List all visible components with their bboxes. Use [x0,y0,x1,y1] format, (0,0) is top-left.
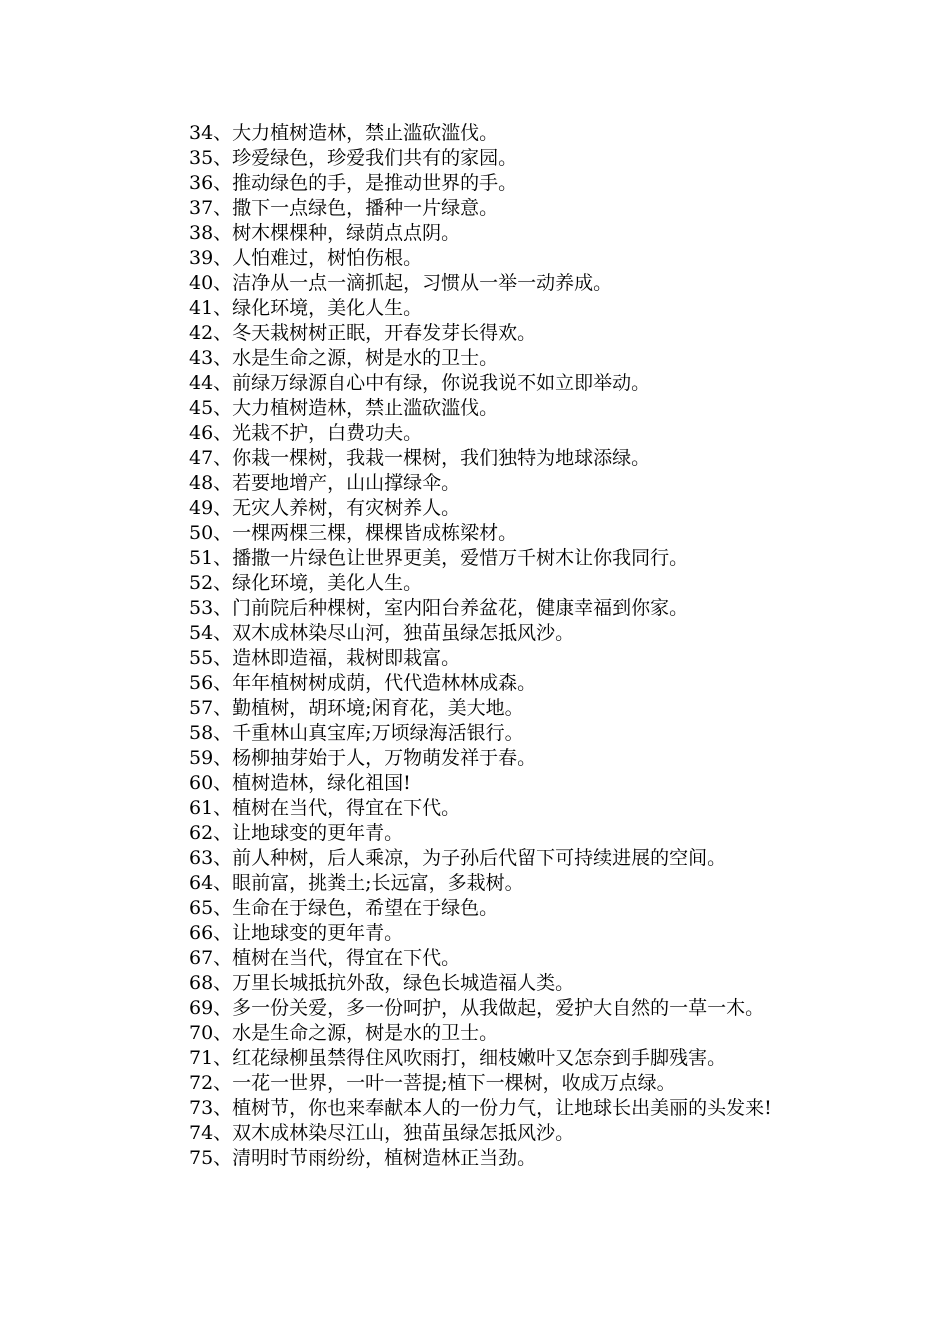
list-item: 49、无灾人养树，有灾树养人。 [189,497,461,519]
list-item: 35、珍爱绿色，珍爱我们共有的家园。 [189,147,518,169]
list-item: 63、前人种树，后人乘凉，为子孙后代留下可持续进展的空间。 [189,847,727,869]
list-item: 52、绿化环境，美化人生。 [189,572,423,594]
list-item: 72、一花一世界，一叶一菩提;植下一棵树，收成万点绿。 [189,1072,676,1094]
slogan-list [145,121,815,1171]
list-item: 69、多一份关爱，多一份呵护，从我做起，爱护大自然的一草一木。 [189,997,765,1019]
list-item: 45、大力植树造林，禁止滥砍滥伐。 [189,397,499,419]
list-item: 73、植树节，你也来奉献本人的一份力气，让地球长出美丽的头发来! [189,1097,772,1119]
list-item: 54、双木成林染尽山河，独苗虽绿怎抵风沙。 [189,622,575,644]
list-item: 39、人怕难过，树怕伤根。 [189,247,423,269]
list-item: 51、播撒一片绿色让世界更美，爱惜万千树木让你我同行。 [189,547,689,569]
list-item: 67、植树在当代，得宜在下代。 [189,947,461,969]
list-item: 44、前绿万绿源自心中有绿，你说我说不如立即举动。 [189,372,651,394]
list-item: 65、生命在于绿色，希望在于绿色。 [189,897,499,919]
list-item: 38、树木棵棵种，绿荫点点阴。 [189,222,461,244]
list-item: 34、大力植树造林，禁止滥砍滥伐。 [189,122,499,144]
list-item: 59、杨柳抽芽始于人，万物萌发祥于春。 [189,747,537,769]
list-item: 48、若要地增产，山山撑绿伞。 [189,472,461,494]
list-item: 42、冬天栽树树正眠，开春发芽长得欢。 [189,322,537,344]
list-item: 37、撒下一点绿色，播种一片绿意。 [189,197,499,219]
list-item: 41、绿化环境，美化人生。 [189,297,423,319]
list-item: 55、造林即造福，栽树即栽富。 [189,647,461,669]
list-item: 70、水是生命之源，树是水的卫士。 [189,1022,499,1044]
list-item: 71、红花绿柳虽禁得住风吹雨打，细枝嫩叶又怎奈到手脚残害。 [189,1047,727,1069]
list-item: 47、你栽一棵树，我栽一棵树，我们独特为地球添绿。 [189,447,651,469]
list-item: 60、植树造林，绿化祖国! [189,772,411,794]
list-item: 53、门前院后种棵树，室内阳台养盆花，健康幸福到你家。 [189,597,689,619]
list-item: 68、万里长城抵抗外敌，绿色长城造福人类。 [189,972,575,994]
list-item: 58、千重林山真宝库;万顷绿海活银行。 [189,722,524,744]
list-item: 36、推动绿色的手，是推动世界的手。 [189,172,518,194]
list-item: 43、水是生命之源，树是水的卫士。 [189,347,499,369]
list-item: 61、植树在当代，得宜在下代。 [189,797,461,819]
list-item: 57、勤植树，胡环境;闲育花，美大地。 [189,697,524,719]
list-item: 75、清明时节雨纷纷，植树造林正当劲。 [189,1147,537,1169]
list-item: 66、让地球变的更年青。 [189,922,404,944]
list-item: 40、洁净从一点一滴抓起，习惯从一举一动养成。 [189,272,613,294]
list-item: 74、双木成林染尽江山，独苗虽绿怎抵风沙。 [189,1122,575,1144]
list-item: 46、光栽不护，白费功夫。 [189,422,423,444]
list-item: 64、眼前富，挑粪土;长远富，多栽树。 [189,872,524,894]
list-item: 50、一棵两棵三棵，棵棵皆成栋梁材。 [189,522,518,544]
list-item: 56、年年植树树成荫，代代造林林成森。 [189,672,537,694]
list-item: 62、让地球变的更年青。 [189,822,404,844]
